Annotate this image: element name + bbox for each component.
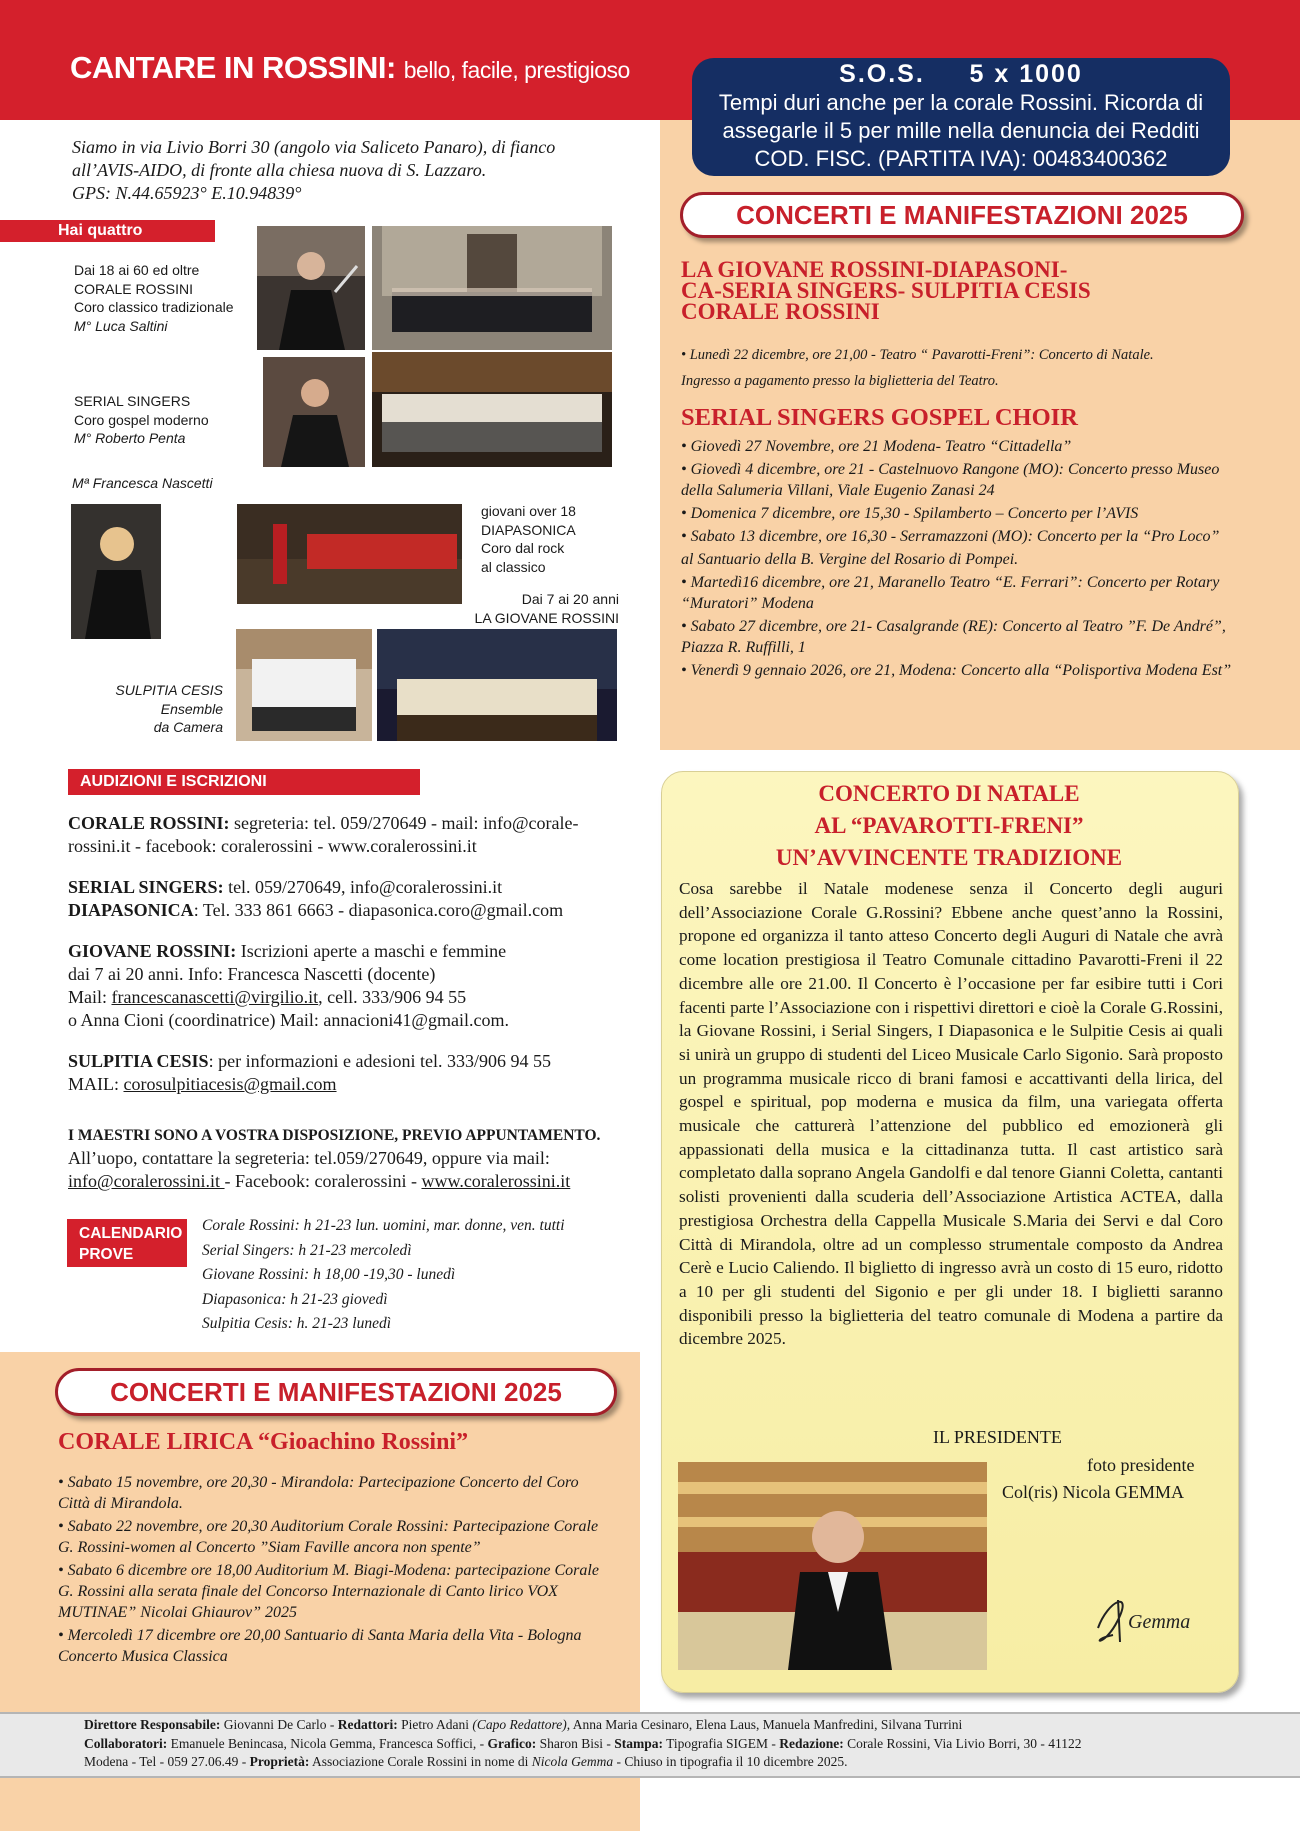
caption-line: da Camera [153,719,223,735]
caption-line: Coro dal rock [481,540,565,556]
contact-text: segreteria: tel. 059/270649 - mail: info@corale- [234,813,579,833]
serial-caption [74,392,209,448]
photo-caption: foto presidente [1087,1455,1195,1475]
credit-value: (Capo Redattore) [472,1717,567,1732]
audizioni-label: AUDIZIONI E ISCRIZIONI [68,769,420,795]
president-signature [1078,1580,1208,1650]
schedule-item: Diapasonica: h 21-23 giovedì [202,1290,388,1308]
sulpitia-caption [110,681,223,737]
credit-value: Associazione Corale Rossini in nome di [309,1754,532,1769]
credit-label: Collaboratori: [84,1735,168,1751]
sos-heading: S.O.S. 5 x 1000 [839,60,1083,88]
caption-line: al classico [481,558,546,575]
event-line: • Lunedì 22 dicembre, ore 21,00 - Teatro “ Pavarotti-Freni”: Concerto di Natale. [681,347,1154,363]
contact-name: DIAPASONICA [68,900,194,920]
event-item: • Sabato 13 dicembre, ore 16,30 - Serramazzoni (MO): Concerto per la “Pro Loco” [681,528,1220,545]
maestri-heading: I MAESTRI SONO A VOSTRA DISPOSIZIONE, PREVIO APPUNTAMENTO. [68,1127,601,1144]
giovane-rossini-photo [236,629,372,741]
caption-line: DIAPASONICA [481,521,576,538]
contacts-serial [68,876,648,922]
schedule-item: Corale Rossini: h 21-23 lun. uomini, mar. donne, ven. tutti [202,1217,565,1234]
contact-text: tel. 059/270649, info@coralerossini.it [228,877,503,897]
schedule-item: Serial Singers: h 21-23 mercoledì [202,1241,412,1259]
calendario-label [67,1219,187,1267]
email-link[interactable]: info@coralerossini.it [68,1171,225,1191]
contact-name: GIOVANE ROSSINI: [68,941,237,961]
contact-text: dai 7 ai 20 anni. Info: Francesca Nascetti (docente) [68,964,436,984]
event-item: • Giovedì 27 Novembre, ore 21 Modena- Teatro “Cittadella” [681,438,1072,455]
heading-line: LA GIOVANE ROSSINI-DIAPASONI- [681,257,1068,282]
caption-line: CORALE ROSSINI [74,280,194,297]
serial-conductor-photo [263,357,365,467]
credit-label: Direttore Responsabile: [84,1717,221,1732]
event-item: • Sabato 6 dicembre ore 18,00 Auditorium M. Biagi-Modena: partecipazione Corale G. Rossini alla serata finale del Concorso Internazionale di Canto lirico VOX MUTINAE” Nicolai Ghiaurov” 2025 [58,1562,599,1621]
calendario-label-line: CALENDARIO [79,1225,183,1242]
address-intro [72,136,642,205]
event-item: • Sabato 15 novembre, ore 20,30 - Mirandola: Partecipazione Concerto del Coro Città di Mirandola. [58,1474,579,1512]
credit-label: Redattori: [337,1717,398,1732]
contact-text: o Anna Cioni (coordinatrice) Mail: annacioni41@gmail.com. [68,1010,509,1030]
caption-line: Dai 18 ai 60 ed oltre [74,262,200,278]
credit-label: Redazione: [779,1735,844,1751]
title-line: AL “PAVAROTTI-FRENI” [814,813,1084,838]
credit-value: Corale Rossini, Via Livio Borri, 30 - 41122 [843,1735,1082,1751]
president-photo [678,1462,987,1670]
nascetti-caption: Mª Francesca Nascetti [72,475,213,491]
credit-label: Proprietà: [249,1754,310,1769]
contact-text: MAIL: [68,1074,124,1094]
contact-text: , cell. 333/906 94 55 [318,987,467,1007]
president-name: Col(ris) Nicola GEMMA [1002,1482,1184,1502]
intro-line: all’AVIS-AIDO, di fronte alla chiesa nuova di S. Lazzaro. [72,160,487,180]
credit-value: Nicola Gemma [531,1754,614,1769]
credit-value: Pietro Adani [397,1717,473,1732]
corale-lirica-heading: CORALE LIRICA “Gioachino Rossini” [58,1429,469,1455]
contacts-sulpitia [68,1050,648,1096]
schedule-item: Sulpitia Cesis: h. 21-23 lunedì [202,1315,392,1332]
page-title-main: CANTARE IN ROSSINI: [70,50,396,85]
event-item: • Martedì16 dicembre, ore 21, Maranello Teatro “E. Ferrari”: Concerto per Rotary “Muratori” Modena [681,574,1220,612]
corale-events-list [58,1472,603,1669]
nascetti-photo [71,504,161,639]
contact-name: SERIAL SINGERS: [68,877,224,897]
event-item: • Sabato 22 novembre, ore 20,30 Auditorium Corale Rossini: Partecipazione Corale G. Rossini-women al Concerto ”Siam Faville ancora non spente” [58,1518,599,1556]
caption-line: LA GIOVANE ROSSINI [474,609,619,626]
diapasonica-group-photo [237,504,462,604]
event-item: • Mercoledì 17 dicembre ore 20,00 Santuario di Santa Maria della Vita - Bologna Concerto Musica Classica [58,1627,582,1665]
sulpitia-concert-photo [377,629,617,741]
sos-5x1000-box [692,58,1230,176]
email-link[interactable]: corosulpitiacesis@gmail.com [123,1074,337,1094]
contact-text: Mail: [68,987,112,1007]
concerti-title-right: CONCERTI E MANIFESTAZIONI 2025 [680,192,1244,238]
possibilities-label: Hai quattro possibilità: [0,220,215,242]
schedule-item: Giovane Rossini: h 18,00 -19,30 - lunedì [202,1266,456,1283]
caption-line: SULPITIA CESIS [115,682,223,698]
calendario-label-line: PROVE [79,1246,134,1263]
giovane-caption [460,590,619,627]
credit-value: Emanuele Benincasa, Nicola Gemma, Francesca Soffici, - [167,1735,488,1751]
credit-label: Grafico: [487,1735,537,1751]
title-line: CONCERTO DI NATALE [818,781,1080,806]
website-link[interactable]: www.coralerossini.it [421,1171,571,1191]
sos-line: assegarle il 5 per mille nella denuncia dei Redditi [722,118,1200,143]
diapasonica-caption [481,502,576,576]
corale-caption [74,261,234,335]
email-link[interactable]: francescanascetti@virgilio.it [111,987,319,1007]
credit-value: Tipografia SIGEM - [663,1735,780,1751]
event-item: • Venerdì 9 gennaio 2026, ore 21, Modena: Concerto alla “Polisportiva Modena Est” [681,662,1232,679]
heading-line: CORALE ROSSINI [681,299,880,324]
credit-value: , Anna Maria Cesinaro, Elena Laus, Manuela Manfredini, Silvana Turrini [566,1717,963,1732]
contact-text: : per informazioni e adesioni tel. 333/906 94 55 [208,1051,551,1071]
title-line: UN’AVVINCENTE TRADIZIONE [775,845,1123,870]
caption-line: giovani over 18 [481,503,576,519]
contact-name: CORALE ROSSINI: [68,813,230,833]
credit-value: Sharon Bisi - [536,1735,615,1751]
caption-line: Coro gospel moderno [74,411,209,428]
caption-line: Dai 7 ai 20 anni [521,591,619,607]
sos-tax-code: COD. FISC. (PARTITA IVA): 00483400362 [754,146,1168,171]
contact-text: : Tel. 333 861 6663 - diapasonica.coro@gmail.com [193,900,564,920]
contact-name: SULPITIA CESIS [68,1051,209,1071]
caption-line: Ensemble [160,700,223,717]
credit-value: Giovanni De Carlo - [220,1717,338,1732]
contacts-corale [68,812,648,858]
page-title [70,50,630,86]
contact-text: Iscrizioni aperte a maschi e femmine [240,941,507,961]
credit-value: Modena - Tel - 059 27.06.49 - [84,1754,250,1769]
event-item: • Sabato 27 dicembre, ore 21- Casalgrande (RE): Concerto al Teatro ”F. De André”, Piazza R. Ruffilli, 1 [681,618,1226,656]
corale-group-photo [372,226,612,350]
event-line: Ingresso a pagamento presso la biglietteria del Teatro. [681,373,999,389]
credit-value: - Chiuso in tipografia il 10 dicembre 2025. [613,1754,848,1769]
conductor-photo [257,226,365,350]
president-signoff: IL PRESIDENTE [933,1427,1062,1447]
contact-text: rossini.it - facebook: coralerossini - www.coralerossini.it [68,836,477,856]
sos-line: Tempi duri anche per la corale Rossini. Ricorda di [718,90,1204,115]
gps-coordinates: GPS: N.44.65923° E.10.94839° [72,183,302,203]
signature-text: Gemma [1128,1611,1191,1633]
page-subtitle: bello, facile, prestigioso [403,57,630,83]
credit-label: Stampa: [614,1735,664,1751]
concerti-title-left: CONCERTI E MANIFESTAZIONI 2025 [55,1368,617,1416]
rehearsal-schedule [202,1214,565,1337]
contacts-giovane [68,940,648,1032]
natale-article-title [661,778,1237,874]
natale-article-body: Cosa sarebbe il Natale modenese senza il Concerto degli auguri dell’Associazione Corale G.Rossini? Ebbene anche quest’anno la Rossini, propone ed organizza il tanto atteso Concerto degli Auguri di Natale che avrà come location prestigiosa il Teatro Comunale cittadino Pavarotti-Freni il 22 dicembre alle ore 21.00. Il Concerto è l’occasione per far esibire tutti i Cori facenti parte l’Associazione con i rispettivi direttori e cioè la Corale G.Rossini, la Giovane Rossini, i Serial Singers, I Diapasonica e le Sulpitie Cesis ai quali si unirà un gruppo di studenti del Liceo Musicale Carlo Sigonio. Sarà proposto un programma musicale ricco di brani famosi e accattivanti della lirica, del gospel e spiritual, pop moderna e musica da film, una variegata offerta musicale che catturerà l’attenzione del pubblico ed emozionerà gli appassionati della musica e la cittadinanza tutta. Il cast artistico sarà completato dalla soprano Angela Gandolfi e dal tenore Gianni Coletta, cantanti solisti provenienti dalla scuderia dell’Associazione Artistica ACTEA, dalla prestigiosa Orchestra della Cappella Musicale S.Maria dei Servi e dal Coro Città di Mirandola, oltre ad un complesso strumentale composto da Andrea Cerè e Lucio Caliendo. Il biglietto di ingresso avrà un costo di 15 euro, ridotto a 10 per gli studenti del Sigonio e per gli under 18. I biglietti saranno disponibili presso la biglietteria del teatro comunale di Modena a partire da dicembre 2025. [679,879,1223,1349]
event-item: al Santuario della B. Vergine del Rosario di Pompei. [681,551,1019,568]
maestri-note [68,1124,648,1193]
caption-line: Coro classico tradizionale [74,299,234,315]
serial-group-photo [372,352,612,467]
contact-text: All’uopo, contattare la segreteria: tel.059/270649, oppure via mail: [68,1148,550,1168]
serial-events-list [681,436,1241,683]
caption-line: M° Roberto Penta [74,430,186,446]
intro-line: Siamo in via Livio Borri 30 (angolo via Saliceto Panaro), di fianco [72,137,556,157]
natale-concert-event [681,342,1241,394]
serial-singers-heading: SERIAL SINGERS GOSPEL CHOIR [681,404,1078,431]
heading-line: CA-SERIA SINGERS- SULPITIA CESIS [681,278,1091,303]
contact-text: - Facebook: coralerossini - [224,1171,422,1191]
masthead-credits [84,1716,1234,1772]
event-item: • Domenica 7 dicembre, ore 15,30 - Spilamberto – Concerto per l’AVIS [681,505,1139,522]
combined-choirs-heading [681,259,1241,322]
event-item: • Giovedì 4 dicembre, ore 21 - Castelnuovo Rangone (MO): Concerto presso Museo della Salumeria Villani, Viale Eugenio Zanasi 24 [681,461,1220,499]
caption-line: M° Luca Saltini [74,317,168,334]
caption-line: SERIAL SINGERS [74,393,191,409]
